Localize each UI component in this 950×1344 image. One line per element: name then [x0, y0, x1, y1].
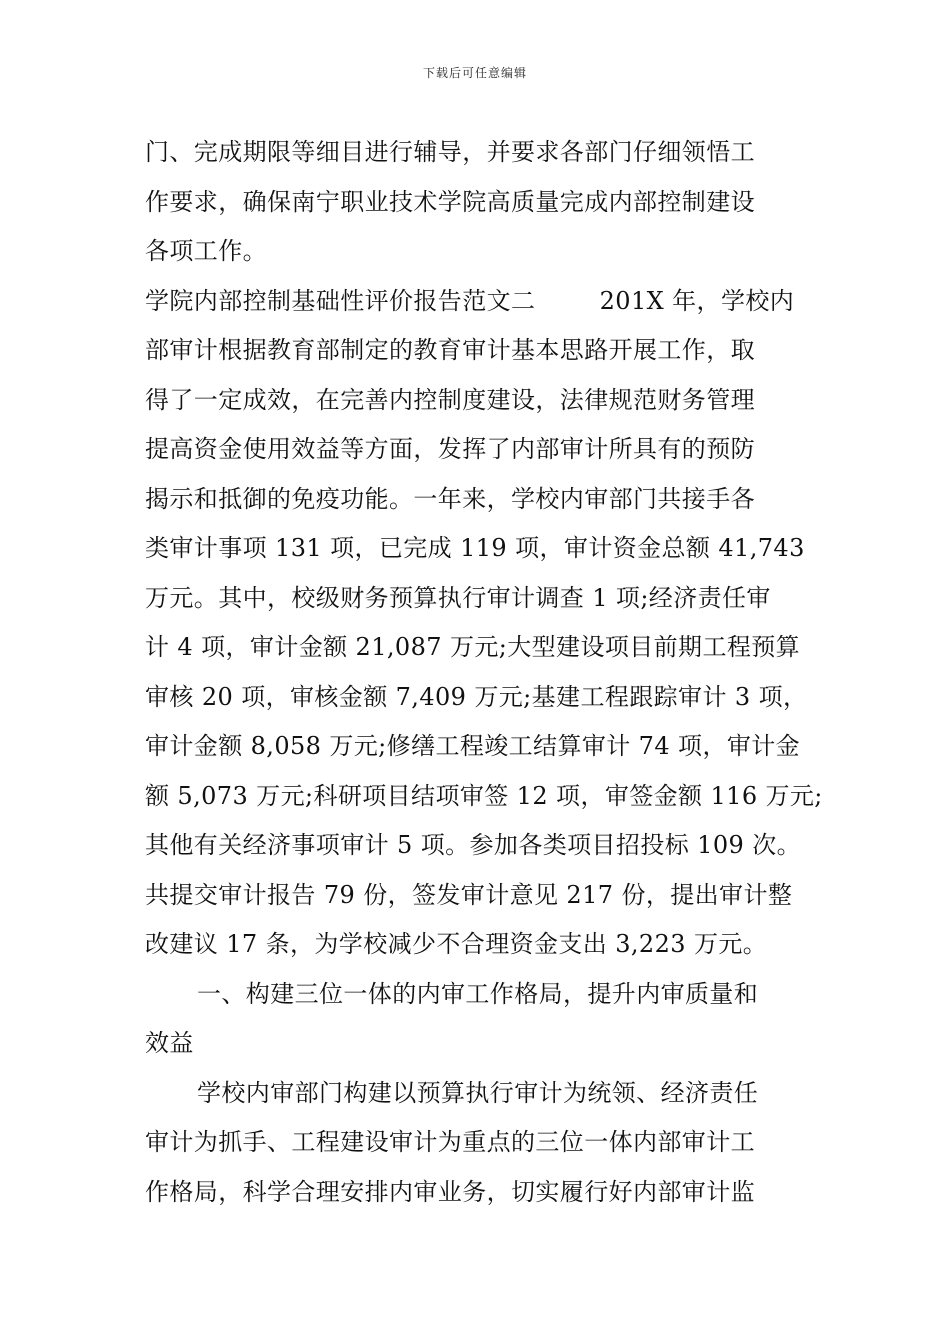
text-line: 万元。其中，校级财务预算执行审计调查 1 项;经济责任审	[145, 583, 771, 612]
text-line: 改建议 17 条，为学校减少不合理资金支出 3,223 万元。	[145, 930, 768, 958]
text-line: 部审计根据教育部制定的教育审计基本思路开展工作，取	[145, 336, 755, 364]
text-line: 各项工作。	[145, 237, 267, 265]
text-line: 审计为抓手、工程建设审计为重点的三位一体内部审计工	[145, 1128, 755, 1156]
text-line: 得了一定成效，在完善内控制度建设，法律规范财务管理	[145, 385, 755, 414]
text-line: 审计金额 8,058 万元;修缮工程竣工结算审计 74 项，审计金	[145, 732, 801, 760]
text-line: 作格局，科学合理安排内审业务，切实履行好内部审计监	[145, 1177, 755, 1206]
text-line: 作要求，确保南宁职业技术学院高质量完成内部控制建设	[145, 187, 755, 216]
text-line: 类审计事项 131 项，已完成 119 项，审计资金总额 41,743	[145, 534, 805, 562]
text-line: 揭示和抵御的免疫功能。一年来，学校内审部门共接手各	[145, 484, 755, 513]
text-line: 计 4 项，审计金额 21,087 万元;大型建设项目前期工程预算	[145, 633, 801, 661]
text-line: 额 5,073 万元;科研项目结项审签 12 项，审签金额 116 万元;	[145, 781, 823, 810]
text-line: 审核 20 项，审核金额 7,409 万元;基建工程跟踪审计 3 项，	[145, 682, 808, 711]
document-body	[145, 128, 823, 1217]
section-title-line: 学院内部控制基础性评价报告范文二 201X 年，学校内	[145, 286, 795, 315]
text-line: 共提交审计报告 79 份，签发审计意见 217 份，提出审计整	[145, 880, 793, 909]
heading-line: 一、构建三位一体的内审工作格局，提升内审质量和	[197, 979, 759, 1008]
heading-line: 效益	[145, 1029, 194, 1057]
page-header: 下载后可任意编辑	[422, 66, 527, 80]
text-line: 门、完成期限等细目进行辅导，并要求各部门仔细领悟工	[145, 138, 755, 166]
text-line: 其他有关经济事项审计 5 项。参加各类项目招投标 109 次。	[145, 831, 801, 859]
text-line: 提高资金使用效益等方面，发挥了内部审计所具有的预防	[145, 435, 755, 463]
text-line: 学校内审部门构建以预算执行审计为统领、经济责任	[197, 1078, 759, 1107]
